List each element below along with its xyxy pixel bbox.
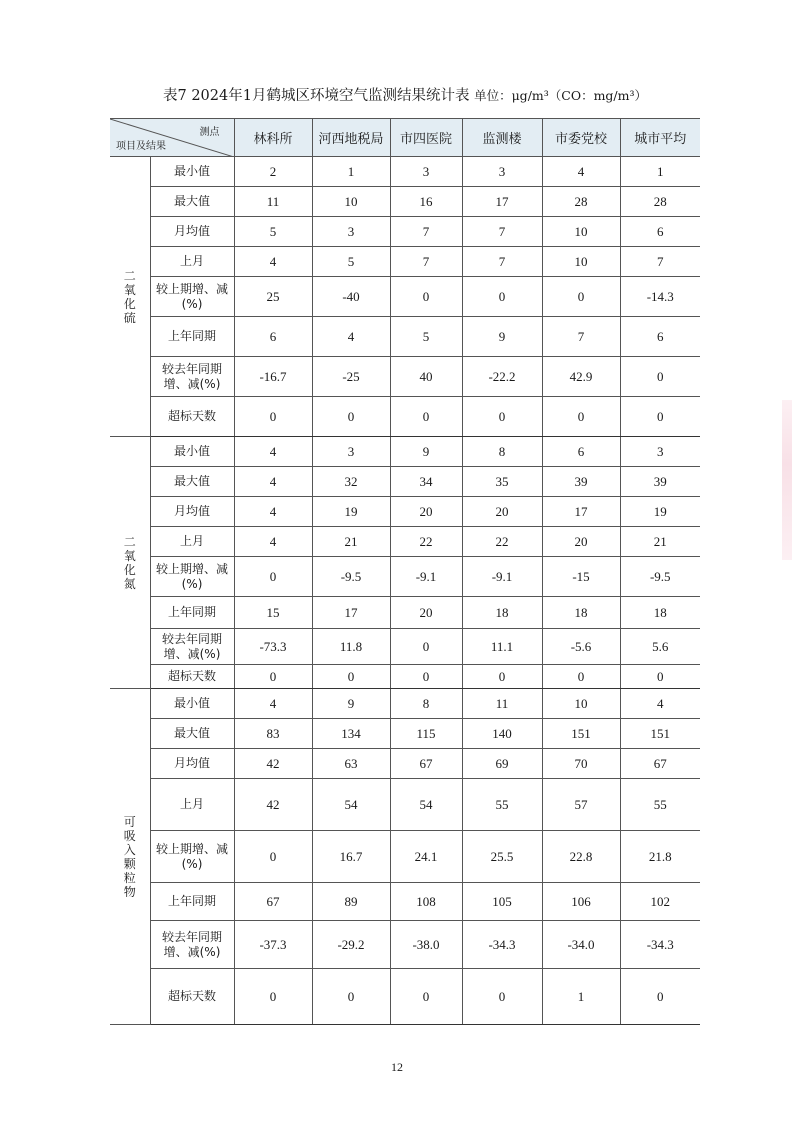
value-cell: 134 <box>312 719 390 749</box>
value-cell: -38.0 <box>390 921 462 969</box>
value-cell: 54 <box>312 779 390 831</box>
value-cell: 22 <box>390 527 462 557</box>
value-cell: 5 <box>312 247 390 277</box>
value-cell: 0 <box>620 969 700 1025</box>
value-cell: 11 <box>234 187 312 217</box>
value-cell: 4 <box>312 317 390 357</box>
value-cell: 18 <box>620 597 700 629</box>
table-row <box>110 597 700 629</box>
page-number: 12 <box>391 1060 403 1074</box>
value-cell: 20 <box>390 497 462 527</box>
metric-label-cell: 月均值 <box>150 497 234 527</box>
value-cell: -9.1 <box>390 557 462 597</box>
value-cell: 6 <box>542 437 620 467</box>
value-cell: 55 <box>620 779 700 831</box>
value-cell: 0 <box>312 969 390 1025</box>
metric-label-cell: 月均值 <box>150 749 234 779</box>
value-cell: 89 <box>312 883 390 921</box>
table-row <box>110 247 700 277</box>
table-row <box>110 719 700 749</box>
value-cell: 35 <box>462 467 542 497</box>
value-cell: 2 <box>234 157 312 187</box>
value-cell: -22.2 <box>462 357 542 397</box>
value-cell: -34.0 <box>542 921 620 969</box>
table-label: 表7 <box>162 88 187 104</box>
metric-label-cell: 较上期增、减(%) <box>150 277 234 317</box>
value-cell: 32 <box>312 467 390 497</box>
table-row <box>110 437 700 467</box>
value-cell: 54 <box>390 779 462 831</box>
value-cell: 0 <box>390 629 462 665</box>
value-cell: 20 <box>390 597 462 629</box>
value-cell: 8 <box>390 689 462 719</box>
value-cell: 10 <box>542 247 620 277</box>
table-row <box>110 397 700 437</box>
value-cell: 1 <box>542 969 620 1025</box>
value-cell: 18 <box>542 597 620 629</box>
value-cell: -9.1 <box>462 557 542 597</box>
value-cell: 22.8 <box>542 831 620 883</box>
table-title <box>110 84 700 105</box>
value-cell: 0 <box>462 969 542 1025</box>
value-cell: -34.3 <box>620 921 700 969</box>
table-row <box>110 883 700 921</box>
table-body <box>110 157 700 1025</box>
value-cell: 19 <box>312 497 390 527</box>
value-cell: 4 <box>234 467 312 497</box>
value-cell: 34 <box>390 467 462 497</box>
table-title-text: 2024年1月鹤城区环境空气监测结果统计表 <box>191 88 470 104</box>
value-cell: 4 <box>234 689 312 719</box>
value-cell: 9 <box>462 317 542 357</box>
table-row <box>110 629 700 665</box>
station-header: 林科所 <box>234 119 312 157</box>
value-cell: 20 <box>462 497 542 527</box>
value-cell: 0 <box>234 665 312 689</box>
value-cell: -16.7 <box>234 357 312 397</box>
value-cell: 4 <box>234 437 312 467</box>
value-cell: 1 <box>620 157 700 187</box>
value-cell: 40 <box>390 357 462 397</box>
metric-label-cell: 最大值 <box>150 467 234 497</box>
value-cell: 6 <box>234 317 312 357</box>
metric-label-cell: 最小值 <box>150 689 234 719</box>
value-cell: 19 <box>620 497 700 527</box>
corner-bottom-label: 项目及结果 <box>116 141 166 152</box>
value-cell: 25.5 <box>462 831 542 883</box>
metric-label-cell: 超标天数 <box>150 665 234 689</box>
pollutant-category-cell <box>110 437 150 689</box>
value-cell: 9 <box>390 437 462 467</box>
metric-label-cell: 上年同期 <box>150 317 234 357</box>
value-cell: 42.9 <box>542 357 620 397</box>
pollutant-name: 二氧化氮 <box>123 534 136 591</box>
value-cell: 7 <box>390 247 462 277</box>
value-cell: 8 <box>462 437 542 467</box>
value-cell: 21.8 <box>620 831 700 883</box>
metric-label-cell: 较上期增、减(%) <box>150 557 234 597</box>
value-cell: 0 <box>234 831 312 883</box>
value-cell: 0 <box>462 277 542 317</box>
corner-top-label: 测点 <box>199 127 220 138</box>
table-row <box>110 749 700 779</box>
value-cell: 10 <box>542 217 620 247</box>
metric-label-cell: 上月 <box>150 527 234 557</box>
value-cell: 0 <box>234 397 312 437</box>
table-row <box>110 969 700 1025</box>
value-cell: 42 <box>234 749 312 779</box>
value-cell: 7 <box>620 247 700 277</box>
value-cell: 7 <box>542 317 620 357</box>
metric-label-cell: 月均值 <box>150 217 234 247</box>
metric-label-cell: 上月 <box>150 247 234 277</box>
value-cell: -29.2 <box>312 921 390 969</box>
table-row <box>110 277 700 317</box>
value-cell: -40 <box>312 277 390 317</box>
value-cell: 6 <box>620 317 700 357</box>
value-cell: 83 <box>234 719 312 749</box>
value-cell: 5 <box>234 217 312 247</box>
table-row <box>110 779 700 831</box>
value-cell: 3 <box>312 437 390 467</box>
pollutant-name: 二氧化硫 <box>123 268 136 325</box>
value-cell: 20 <box>542 527 620 557</box>
value-cell: 0 <box>542 665 620 689</box>
value-cell: 11.8 <box>312 629 390 665</box>
table-row <box>110 527 700 557</box>
value-cell: 106 <box>542 883 620 921</box>
value-cell: 3 <box>390 157 462 187</box>
value-cell: 67 <box>390 749 462 779</box>
value-cell: 108 <box>390 883 462 921</box>
value-cell: 1 <box>312 157 390 187</box>
value-cell: 0 <box>390 665 462 689</box>
table-unit: 单位：μg/m³（CO：mg/m³） <box>474 88 648 103</box>
value-cell: 4 <box>234 497 312 527</box>
air-quality-table <box>110 118 700 1025</box>
value-cell: 5.6 <box>620 629 700 665</box>
pollutant-category-cell <box>110 157 150 437</box>
metric-label-cell: 较上期增、减(%) <box>150 831 234 883</box>
value-cell: 0 <box>390 277 462 317</box>
metric-label-cell: 较去年同期增、减(%) <box>150 921 234 969</box>
value-cell: 18 <box>462 597 542 629</box>
edge-stain <box>782 400 792 560</box>
station-header: 河西地税局 <box>312 119 390 157</box>
value-cell: 67 <box>234 883 312 921</box>
value-cell: 11 <box>462 689 542 719</box>
value-cell: -15 <box>542 557 620 597</box>
station-header: 城市平均 <box>620 119 700 157</box>
value-cell: 4 <box>234 527 312 557</box>
value-cell: 0 <box>234 557 312 597</box>
value-cell: 3 <box>462 157 542 187</box>
metric-label-cell: 上年同期 <box>150 597 234 629</box>
metric-label-cell: 最大值 <box>150 187 234 217</box>
value-cell: 55 <box>462 779 542 831</box>
value-cell: 5 <box>390 317 462 357</box>
value-cell: 115 <box>390 719 462 749</box>
table-header-row <box>110 119 700 157</box>
value-cell: 0 <box>312 665 390 689</box>
value-cell: 17 <box>312 597 390 629</box>
value-cell: -34.3 <box>462 921 542 969</box>
value-cell: -25 <box>312 357 390 397</box>
pollutant-name: 可吸入颗粒物 <box>123 814 136 899</box>
value-cell: -9.5 <box>312 557 390 597</box>
table-row <box>110 187 700 217</box>
value-cell: 0 <box>390 969 462 1025</box>
metric-label-cell: 最小值 <box>150 157 234 187</box>
value-cell: 7 <box>462 217 542 247</box>
value-cell: -73.3 <box>234 629 312 665</box>
metric-label-cell: 上月 <box>150 779 234 831</box>
value-cell: 10 <box>542 689 620 719</box>
metric-label-cell: 最小值 <box>150 437 234 467</box>
value-cell: 3 <box>620 437 700 467</box>
value-cell: 10 <box>312 187 390 217</box>
metric-label-cell: 最大值 <box>150 719 234 749</box>
value-cell: 7 <box>462 247 542 277</box>
value-cell: 0 <box>312 397 390 437</box>
table-row <box>110 497 700 527</box>
value-cell: 16 <box>390 187 462 217</box>
table-row <box>110 665 700 689</box>
value-cell: -5.6 <box>542 629 620 665</box>
value-cell: 21 <box>620 527 700 557</box>
value-cell: 4 <box>234 247 312 277</box>
value-cell: 0 <box>462 665 542 689</box>
corner-header-cell <box>110 119 234 157</box>
table-row <box>110 921 700 969</box>
value-cell: 0 <box>390 397 462 437</box>
value-cell: 28 <box>542 187 620 217</box>
table-row <box>110 831 700 883</box>
value-cell: 39 <box>620 467 700 497</box>
value-cell: 0 <box>620 357 700 397</box>
value-cell: 24.1 <box>390 831 462 883</box>
value-cell: 25 <box>234 277 312 317</box>
value-cell: 69 <box>462 749 542 779</box>
station-header: 市委党校 <box>542 119 620 157</box>
value-cell: 21 <box>312 527 390 557</box>
value-cell: 105 <box>462 883 542 921</box>
value-cell: 140 <box>462 719 542 749</box>
value-cell: 3 <box>312 217 390 247</box>
value-cell: 16.7 <box>312 831 390 883</box>
value-cell: 0 <box>620 665 700 689</box>
metric-label-cell: 超标天数 <box>150 397 234 437</box>
station-header: 监测楼 <box>462 119 542 157</box>
value-cell: 0 <box>542 397 620 437</box>
value-cell: 0 <box>234 969 312 1025</box>
table-row <box>110 357 700 397</box>
value-cell: 63 <box>312 749 390 779</box>
value-cell: 67 <box>620 749 700 779</box>
metric-label-cell: 较去年同期增、减(%) <box>150 357 234 397</box>
value-cell: 39 <box>542 467 620 497</box>
value-cell: 4 <box>542 157 620 187</box>
value-cell: 57 <box>542 779 620 831</box>
value-cell: 15 <box>234 597 312 629</box>
value-cell: 70 <box>542 749 620 779</box>
value-cell: 0 <box>542 277 620 317</box>
metric-label-cell: 超标天数 <box>150 969 234 1025</box>
value-cell: 9 <box>312 689 390 719</box>
value-cell: -9.5 <box>620 557 700 597</box>
value-cell: 11.1 <box>462 629 542 665</box>
value-cell: 151 <box>620 719 700 749</box>
table-row <box>110 157 700 187</box>
value-cell: 0 <box>462 397 542 437</box>
table-row <box>110 689 700 719</box>
value-cell: 17 <box>462 187 542 217</box>
value-cell: 0 <box>620 397 700 437</box>
value-cell: -37.3 <box>234 921 312 969</box>
table-row <box>110 557 700 597</box>
pollutant-category-cell <box>110 689 150 1025</box>
metric-label-cell: 较去年同期增、减(%) <box>150 629 234 665</box>
table-row <box>110 317 700 357</box>
value-cell: 151 <box>542 719 620 749</box>
table-row <box>110 467 700 497</box>
table-row <box>110 217 700 247</box>
value-cell: 22 <box>462 527 542 557</box>
station-header: 市四医院 <box>390 119 462 157</box>
value-cell: 42 <box>234 779 312 831</box>
value-cell: 102 <box>620 883 700 921</box>
value-cell: -14.3 <box>620 277 700 317</box>
metric-label-cell: 上年同期 <box>150 883 234 921</box>
value-cell: 6 <box>620 217 700 247</box>
value-cell: 28 <box>620 187 700 217</box>
value-cell: 4 <box>620 689 700 719</box>
value-cell: 17 <box>542 497 620 527</box>
value-cell: 7 <box>390 217 462 247</box>
